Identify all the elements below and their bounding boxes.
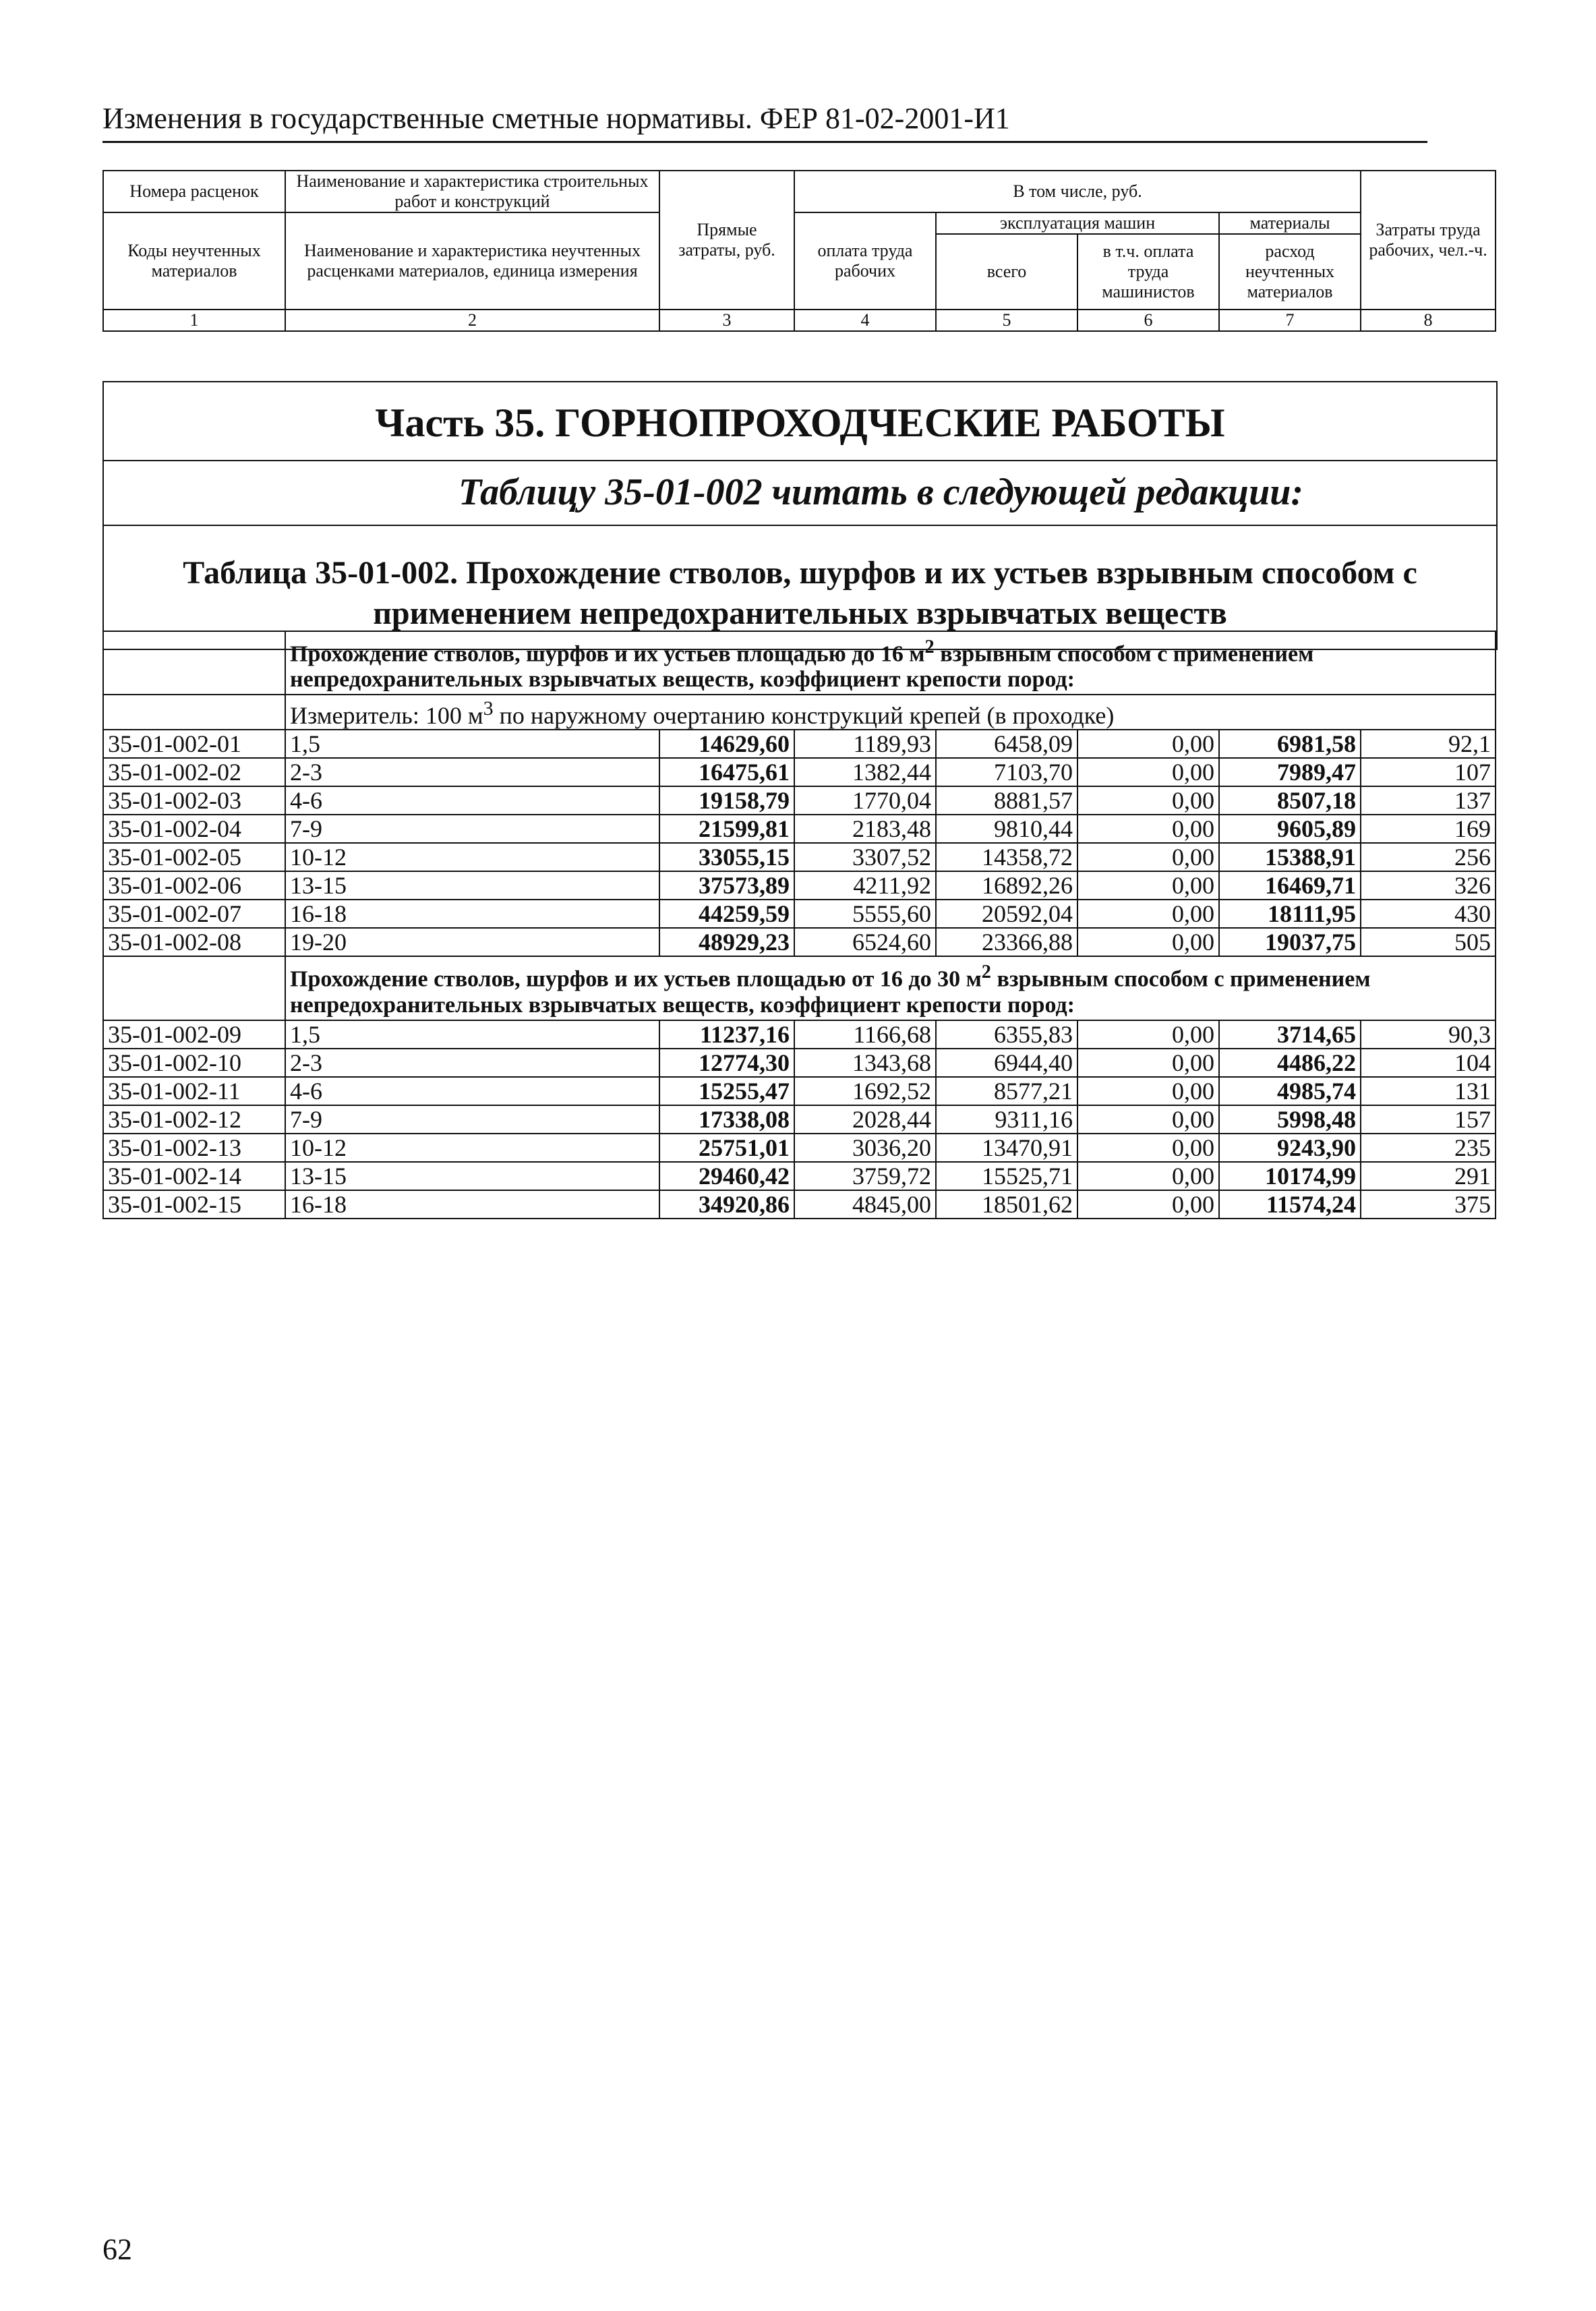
cell-machines-total: 6458,09 <box>936 730 1077 758</box>
cell-machines-wages: 0,00 <box>1077 815 1219 843</box>
cell-rate-code: 35-01-002-03 <box>103 786 285 815</box>
cell-rock-hardness: 7-9 <box>285 815 659 843</box>
cell-labor: 326 <box>1361 871 1496 900</box>
cell-machines-total: 6944,40 <box>936 1049 1077 1077</box>
cell-machines-wages: 0,00 <box>1077 730 1219 758</box>
cell-rock-hardness: 10-12 <box>285 843 659 871</box>
cell-rate-code: 35-01-002-08 <box>103 928 285 956</box>
cell-machines-wages: 0,00 <box>1077 1105 1219 1134</box>
header-rate-numbers: Номера расценок <box>103 171 285 212</box>
table-row <box>103 928 1496 956</box>
cell-machines-wages: 0,00 <box>1077 871 1219 900</box>
cell-wages: 1770,04 <box>794 786 936 815</box>
cell-materials: 11574,24 <box>1219 1190 1361 1219</box>
cell-labor: 505 <box>1361 928 1496 956</box>
cell-wages: 2028,44 <box>794 1105 936 1134</box>
cell-wages: 1166,68 <box>794 1020 936 1049</box>
cell-materials: 9605,89 <box>1219 815 1361 843</box>
header-material-codes: Коды неучтенных материалов <box>103 212 285 310</box>
column-number: 5 <box>936 310 1077 331</box>
cell-machines-wages: 0,00 <box>1077 1020 1219 1049</box>
cell-materials: 9243,90 <box>1219 1134 1361 1162</box>
cell-machines-wages: 0,00 <box>1077 786 1219 815</box>
cell-machines-total: 16892,26 <box>936 871 1077 900</box>
cell-labor: 169 <box>1361 815 1496 843</box>
cell-wages: 3036,20 <box>794 1134 936 1162</box>
cell-materials: 4486,22 <box>1219 1049 1361 1077</box>
section-1-heading: Прохождение стволов, шурфов и их устьев площадью до 16 $м^2$ взрывным способом с применением непредохранительных взрывчатых веществ, коэффициент крепости пород: <box>285 631 1496 695</box>
cell-rate-code: 35-01-002-06 <box>103 871 285 900</box>
cell-machines-total: 20592,04 <box>936 900 1077 928</box>
section-2-heading: Прохождение стволов, шурфов и их устьев площадью от 16 до 30 $м^2$ взрывным способом с применением непредохранительных взрывчатых веществ, коэффициент крепости пород: <box>285 956 1496 1020</box>
cell-wages: 2183,48 <box>794 815 936 843</box>
cell-direct-costs: 17338,08 <box>659 1105 794 1134</box>
cell-rock-hardness: 4-6 <box>285 786 659 815</box>
cell-rate-code: 35-01-002-01 <box>103 730 285 758</box>
cell-labor: 375 <box>1361 1190 1496 1219</box>
cell-materials: 7989,47 <box>1219 758 1361 786</box>
cell-machines-total: 9810,44 <box>936 815 1077 843</box>
cell-rate-code: 35-01-002-02 <box>103 758 285 786</box>
cell-machines-total: 8881,57 <box>936 786 1077 815</box>
column-number: 8 <box>1361 310 1496 331</box>
table-row <box>103 871 1496 900</box>
cell-rate-code: 35-01-002-04 <box>103 815 285 843</box>
cell-direct-costs: 33055,15 <box>659 843 794 871</box>
cell-labor: 92,1 <box>1361 730 1496 758</box>
cell-machines-wages: 0,00 <box>1077 758 1219 786</box>
column-number: 3 <box>659 310 794 331</box>
cell-materials: 6981,58 <box>1219 730 1361 758</box>
cell-direct-costs: 48929,23 <box>659 928 794 956</box>
cell-materials: 8507,18 <box>1219 786 1361 815</box>
cell-machines-total: 18501,62 <box>936 1190 1077 1219</box>
cell-rate-code: 35-01-002-14 <box>103 1162 285 1190</box>
header-wages: оплата труда рабочих <box>794 212 936 310</box>
part-title: Часть 35. ГОРНОПРОХОДЧЕСКИЕ РАБОТЫ <box>104 382 1496 461</box>
header-work-name: Наименование и характеристика строительных работ и конструкций <box>285 171 659 212</box>
table-row <box>103 1105 1496 1134</box>
cell-machines-total: 6355,83 <box>936 1020 1077 1049</box>
cell-labor: 157 <box>1361 1105 1496 1134</box>
cell-machines-total: 15525,71 <box>936 1162 1077 1190</box>
cell-machines-total: 8577,21 <box>936 1077 1077 1105</box>
running-head: Изменения в государственные сметные нормативы. ФЕР 81-02-2001-И1 <box>102 101 1427 143</box>
cell-labor: 256 <box>1361 843 1496 871</box>
cell-direct-costs: 19158,79 <box>659 786 794 815</box>
cell-rock-hardness: 4-6 <box>285 1077 659 1105</box>
cell-labor: 137 <box>1361 786 1496 815</box>
cell-rock-hardness: 13-15 <box>285 1162 659 1190</box>
cell-wages: 6524,60 <box>794 928 936 956</box>
unit-row <box>103 695 1496 730</box>
header-including: В том числе, руб. <box>794 171 1361 212</box>
cell-labor: 430 <box>1361 900 1496 928</box>
column-number: 7 <box>1219 310 1361 331</box>
cell-wages: 3307,52 <box>794 843 936 871</box>
cell-wages: 1343,68 <box>794 1049 936 1077</box>
cell-rate-code: 35-01-002-07 <box>103 900 285 928</box>
cell-rock-hardness: 10-12 <box>285 1134 659 1162</box>
part-heading-block <box>102 381 1498 650</box>
cell-wages: 1189,93 <box>794 730 936 758</box>
cell-machines-wages: 0,00 <box>1077 1134 1219 1162</box>
cell-wages: 4211,92 <box>794 871 936 900</box>
cell-labor: 131 <box>1361 1077 1496 1105</box>
cell-rock-hardness: 13-15 <box>285 871 659 900</box>
header-material-names: Наименование и характеристика неучтенных расценками материалов, единица измерения <box>285 212 659 310</box>
column-number: 6 <box>1077 310 1219 331</box>
cell-materials: 16469,71 <box>1219 871 1361 900</box>
table-caption-line-2: применением непредохранительных взрывчатых веществ <box>373 595 1227 631</box>
cell-labor: 291 <box>1361 1162 1496 1190</box>
table-row <box>103 815 1496 843</box>
cell-wages: 5555,60 <box>794 900 936 928</box>
cell-machines-total: 9311,16 <box>936 1105 1077 1134</box>
cell-labor: 235 <box>1361 1134 1496 1162</box>
cell-wages: 3759,72 <box>794 1162 936 1190</box>
cell-direct-costs: 21599,81 <box>659 815 794 843</box>
column-number: 4 <box>794 310 936 331</box>
cell-rate-code: 35-01-002-13 <box>103 1134 285 1162</box>
cell-materials: 5998,48 <box>1219 1105 1361 1134</box>
cell-direct-costs: 25751,01 <box>659 1134 794 1162</box>
header-machines: эксплуатация машин <box>936 212 1219 234</box>
cell-rock-hardness: 7-9 <box>285 1105 659 1134</box>
table-row <box>103 1077 1496 1105</box>
header-direct-costs: Прямые затраты, руб. <box>659 171 794 310</box>
table-row <box>103 843 1496 871</box>
cell-rate-code: 35-01-002-12 <box>103 1105 285 1134</box>
cell-wages: 1692,52 <box>794 1077 936 1105</box>
section-heading-row <box>103 956 1496 1020</box>
table-row <box>103 730 1496 758</box>
table-row <box>103 1162 1496 1190</box>
cell-direct-costs: 16475,61 <box>659 758 794 786</box>
cell-direct-costs: 14629,60 <box>659 730 794 758</box>
cell-machines-wages: 0,00 <box>1077 1162 1219 1190</box>
header-labor: Затраты труда рабочих, чел.-ч. <box>1361 171 1496 310</box>
header-materials: материалы <box>1219 212 1361 234</box>
cell-rock-hardness: 2-3 <box>285 1049 659 1077</box>
cell-rock-hardness: 16-18 <box>285 900 659 928</box>
cell-materials: 4985,74 <box>1219 1077 1361 1105</box>
cell-rate-code: 35-01-002-11 <box>103 1077 285 1105</box>
cell-rate-code: 35-01-002-05 <box>103 843 285 871</box>
cell-machines-total: 7103,70 <box>936 758 1077 786</box>
cell-machines-wages: 0,00 <box>1077 843 1219 871</box>
table-row <box>103 1049 1496 1077</box>
table-row <box>103 900 1496 928</box>
measurement-unit: Измеритель: 100 $м^3$ по наружному очертанию конструкций крепей (в проходке) <box>285 695 1496 730</box>
cell-labor: 107 <box>1361 758 1496 786</box>
cell-materials: 18111,95 <box>1219 900 1361 928</box>
cell-machines-wages: 0,00 <box>1077 1190 1219 1219</box>
cell-materials: 19037,75 <box>1219 928 1361 956</box>
table-row <box>103 758 1496 786</box>
rates-table <box>102 631 1496 1219</box>
cell-materials: 3714,65 <box>1219 1020 1361 1049</box>
cell-labor: 104 <box>1361 1049 1496 1077</box>
cell-direct-costs: 44259,59 <box>659 900 794 928</box>
column-number: 2 <box>285 310 659 331</box>
table-row <box>103 1020 1496 1049</box>
cell-rate-code: 35-01-002-10 <box>103 1049 285 1077</box>
cell-machines-wages: 0,00 <box>1077 1077 1219 1105</box>
cell-machines-wages: 0,00 <box>1077 900 1219 928</box>
cell-wages: 4845,00 <box>794 1190 936 1219</box>
section-heading-row <box>103 631 1496 695</box>
cell-rock-hardness: 1,5 <box>285 730 659 758</box>
column-header-table <box>102 170 1496 332</box>
cell-rate-code: 35-01-002-15 <box>103 1190 285 1219</box>
header-machines-wages: в т.ч. оплата труда машинистов <box>1077 234 1219 310</box>
cell-rock-hardness: 2-3 <box>285 758 659 786</box>
cell-materials: 15388,91 <box>1219 843 1361 871</box>
table-row <box>103 1190 1496 1219</box>
cell-machines-total: 14358,72 <box>936 843 1077 871</box>
cell-machines-wages: 0,00 <box>1077 1049 1219 1077</box>
column-number: 1 <box>103 310 285 331</box>
cell-direct-costs: 29460,42 <box>659 1162 794 1190</box>
cell-rock-hardness: 16-18 <box>285 1190 659 1219</box>
cell-direct-costs: 15255,47 <box>659 1077 794 1105</box>
header-materials-unaccounted: расход неучтенных материалов <box>1219 234 1361 310</box>
cell-rock-hardness: 19-20 <box>285 928 659 956</box>
page-number: 62 <box>102 2233 132 2266</box>
cell-direct-costs: 12774,30 <box>659 1049 794 1077</box>
cell-materials: 10174,99 <box>1219 1162 1361 1190</box>
cell-machines-total: 13470,91 <box>936 1134 1077 1162</box>
cell-direct-costs: 11237,16 <box>659 1020 794 1049</box>
cell-labor: 90,3 <box>1361 1020 1496 1049</box>
cell-machines-wages: 0,00 <box>1077 928 1219 956</box>
table-row <box>103 786 1496 815</box>
cell-wages: 1382,44 <box>794 758 936 786</box>
header-machines-total: всего <box>936 234 1077 310</box>
cell-rate-code: 35-01-002-09 <box>103 1020 285 1049</box>
table-caption-line-1: Таблица 35-01-002. Прохождение стволов, шурфов и их устьев взрывным способом с <box>183 555 1417 591</box>
cell-direct-costs: 34920,86 <box>659 1190 794 1219</box>
cell-machines-total: 23366,88 <box>936 928 1077 956</box>
cell-direct-costs: 37573,89 <box>659 871 794 900</box>
cell-rock-hardness: 1,5 <box>285 1020 659 1049</box>
read-note: Таблицу 35-01-002 читать в следующей редакции: <box>104 461 1496 526</box>
table-row <box>103 1134 1496 1162</box>
